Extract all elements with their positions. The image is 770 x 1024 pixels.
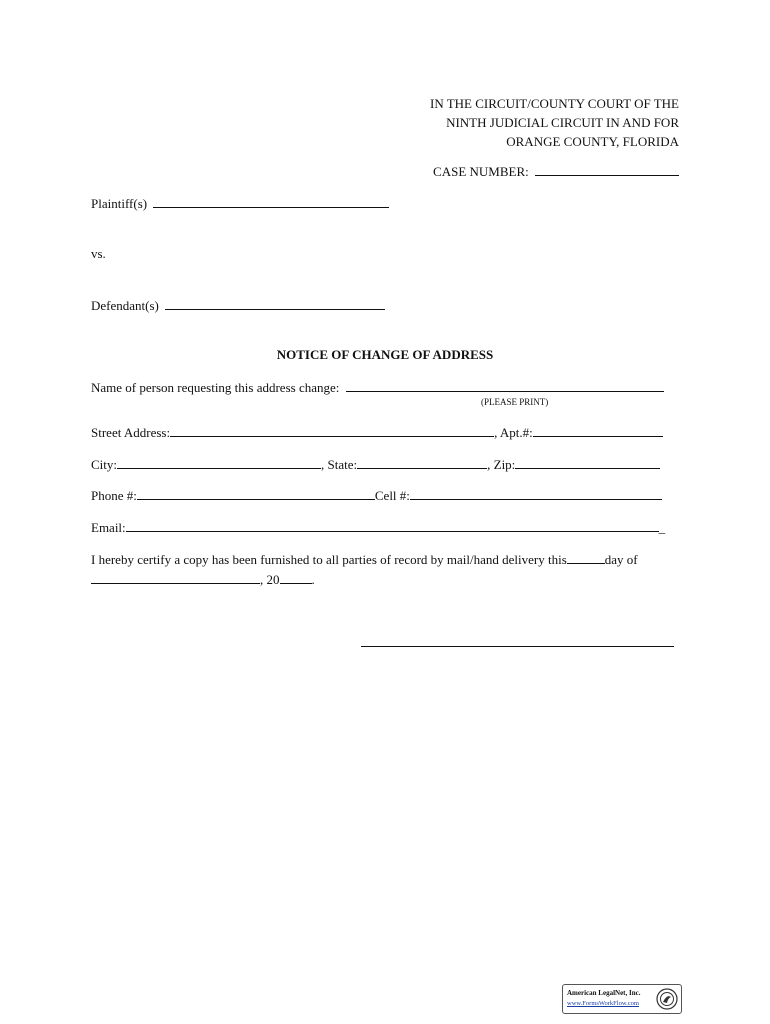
zip-field[interactable]: [515, 456, 660, 469]
phone-field[interactable]: [137, 487, 375, 500]
certify-text: I hereby certify a copy has been furnished to all parties of record by mail/hand delivery this: [91, 552, 567, 567]
day-field[interactable]: [567, 551, 605, 564]
please-print-hint: (PLEASE PRINT): [481, 397, 549, 407]
versus-text: vs.: [91, 246, 106, 261]
publisher-logo-icon: [656, 988, 678, 1010]
street-field[interactable]: [170, 424, 494, 437]
cell-label: Cell #:: [374, 488, 410, 503]
signature-line[interactable]: [361, 646, 674, 647]
defendant-field[interactable]: [165, 297, 385, 310]
email-field[interactable]: [126, 519, 659, 532]
state-field[interactable]: [357, 456, 487, 469]
email-label: Email:: [91, 520, 126, 535]
street-row: [91, 424, 663, 441]
plaintiff-row: [91, 195, 389, 212]
name-row: [91, 379, 664, 396]
city-row: [91, 456, 660, 473]
court-line-2: NINTH JUDICIAL CIRCUIT IN AND FOR: [446, 115, 679, 130]
apt-label: , Apt.#:: [494, 425, 533, 440]
email-row: [91, 519, 665, 536]
year-suffix: .: [311, 572, 315, 587]
case-number-row: [433, 163, 679, 180]
email-trailing: _: [658, 520, 666, 535]
month-field[interactable]: [91, 571, 260, 584]
court-heading: [430, 94, 679, 151]
cell-field[interactable]: [410, 487, 662, 500]
apt-field[interactable]: [533, 424, 663, 437]
publisher-badge: [562, 984, 682, 1014]
court-line-3: ORANGE COUNTY, FLORIDA: [506, 134, 679, 149]
publisher-name: American LegalNet, Inc.: [567, 989, 641, 997]
court-line-1: IN THE CIRCUIT/COUNTY COURT OF THE: [430, 96, 679, 111]
defendant-label: Defendant(s): [91, 298, 159, 313]
street-label: Street Address:: [91, 425, 171, 440]
zip-label: , Zip:: [487, 457, 516, 472]
name-field[interactable]: [346, 379, 664, 392]
certify-row: [91, 551, 638, 568]
state-label: , State:: [321, 457, 358, 472]
publisher-link[interactable]: www.FormsWorkFlow.com: [567, 1000, 639, 1007]
case-number-field[interactable]: [535, 163, 679, 176]
plaintiff-field[interactable]: [153, 195, 389, 208]
date-row: [91, 571, 315, 588]
form-title: NOTICE OF CHANGE OF ADDRESS: [276, 347, 494, 362]
plaintiff-label: Plaintiff(s): [91, 196, 148, 211]
name-label: Name of person requesting this address change:: [91, 380, 340, 395]
day-of-label: day of: [604, 552, 638, 567]
city-field[interactable]: [117, 456, 321, 469]
year-prefix: , 20: [260, 572, 280, 587]
defendant-row: [91, 297, 385, 314]
phone-label: Phone #:: [91, 488, 137, 503]
phone-row: [91, 487, 662, 504]
year-field[interactable]: [280, 571, 312, 584]
case-number-label: CASE NUMBER:: [433, 164, 529, 179]
city-label: City:: [91, 457, 118, 472]
